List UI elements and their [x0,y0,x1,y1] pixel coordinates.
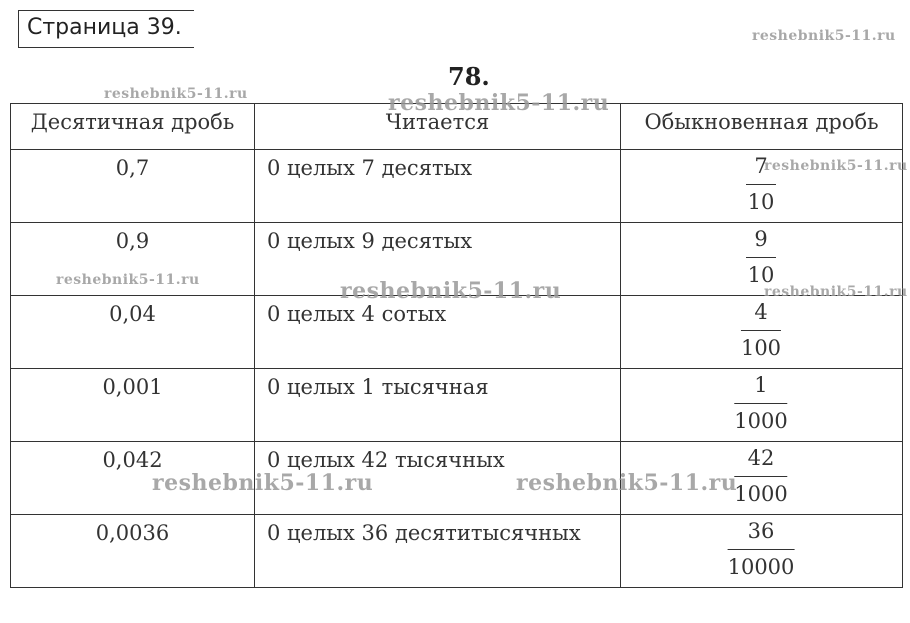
watermark: reshebnik5-11.ru [104,86,248,102]
numerator: 7 [754,154,768,178]
decimal-cell: 0,042 [11,442,255,515]
decimal-cell: 0,9 [11,223,255,296]
decimal-cell: 0,04 [11,296,255,369]
decimal-cell: 0,7 [11,150,255,223]
denominator: 10000 [727,555,795,579]
page-label: Страница 39. [18,10,194,48]
table-row [11,223,903,296]
table-row [11,442,903,515]
watermark: reshebnik5-11.ru [752,28,896,44]
common-fraction [741,298,781,362]
fraction-cell [621,515,903,588]
fractions-table [10,103,903,588]
header-reading: Читается [255,104,621,150]
reading-cell: 0 целых 9 десятых [255,223,621,296]
common-fraction [728,517,795,581]
reading-cell: 0 целых 36 десятитысячных [255,515,621,588]
denominator: 1000 [734,482,788,506]
table-row [11,296,903,369]
reading-cell: 0 целых 1 тысячная [255,369,621,442]
reading-cell: 0 целых 42 тысячных [255,442,621,515]
fraction-bar [746,257,776,258]
header-decimal: Десятичная дробь [11,104,255,150]
fraction-bar [741,330,781,331]
task-number: 78. [448,62,490,91]
common-fraction [734,444,787,508]
numerator: 4 [754,300,768,324]
reading-cell: 0 целых 4 сотых [255,296,621,369]
fraction-bar [746,184,776,185]
numerator: 42 [747,446,775,470]
numerator: 36 [747,519,775,543]
table-row [11,515,903,588]
fraction-cell [621,296,903,369]
watermark: reshebnik5-11.ru [764,158,908,174]
watermark: reshebnik5-11.ru [152,470,374,496]
reading-cell: 0 целых 7 десятых [255,150,621,223]
fraction-cell [621,150,903,223]
fraction-cell [621,442,903,515]
decimal-cell: 0,0036 [11,515,255,588]
table-header-row [11,104,903,150]
fraction-cell [621,223,903,296]
watermark: reshebnik5-11.ru [764,284,908,300]
denominator: 10 [747,263,775,287]
numerator: 1 [754,373,768,397]
common-fraction [746,225,776,289]
fraction-bar [734,476,787,477]
table-row [11,150,903,223]
fraction-cell [621,369,903,442]
fraction-bar [734,403,787,404]
table-row [11,369,903,442]
denominator: 1000 [734,409,788,433]
watermark: reshebnik5-11.ru [340,278,562,304]
header-fraction: Обыкновенная дробь [621,104,903,150]
denominator: 10 [747,190,775,214]
common-fraction [734,371,787,435]
watermark: reshebnik5-11.ru [388,90,610,116]
watermark: reshebnik5-11.ru [516,470,738,496]
numerator: 9 [754,227,768,251]
common-fraction [746,152,776,216]
decimal-cell: 0,001 [11,369,255,442]
denominator: 100 [740,336,782,360]
watermark: reshebnik5-11.ru [56,272,200,288]
fraction-bar [728,549,795,550]
